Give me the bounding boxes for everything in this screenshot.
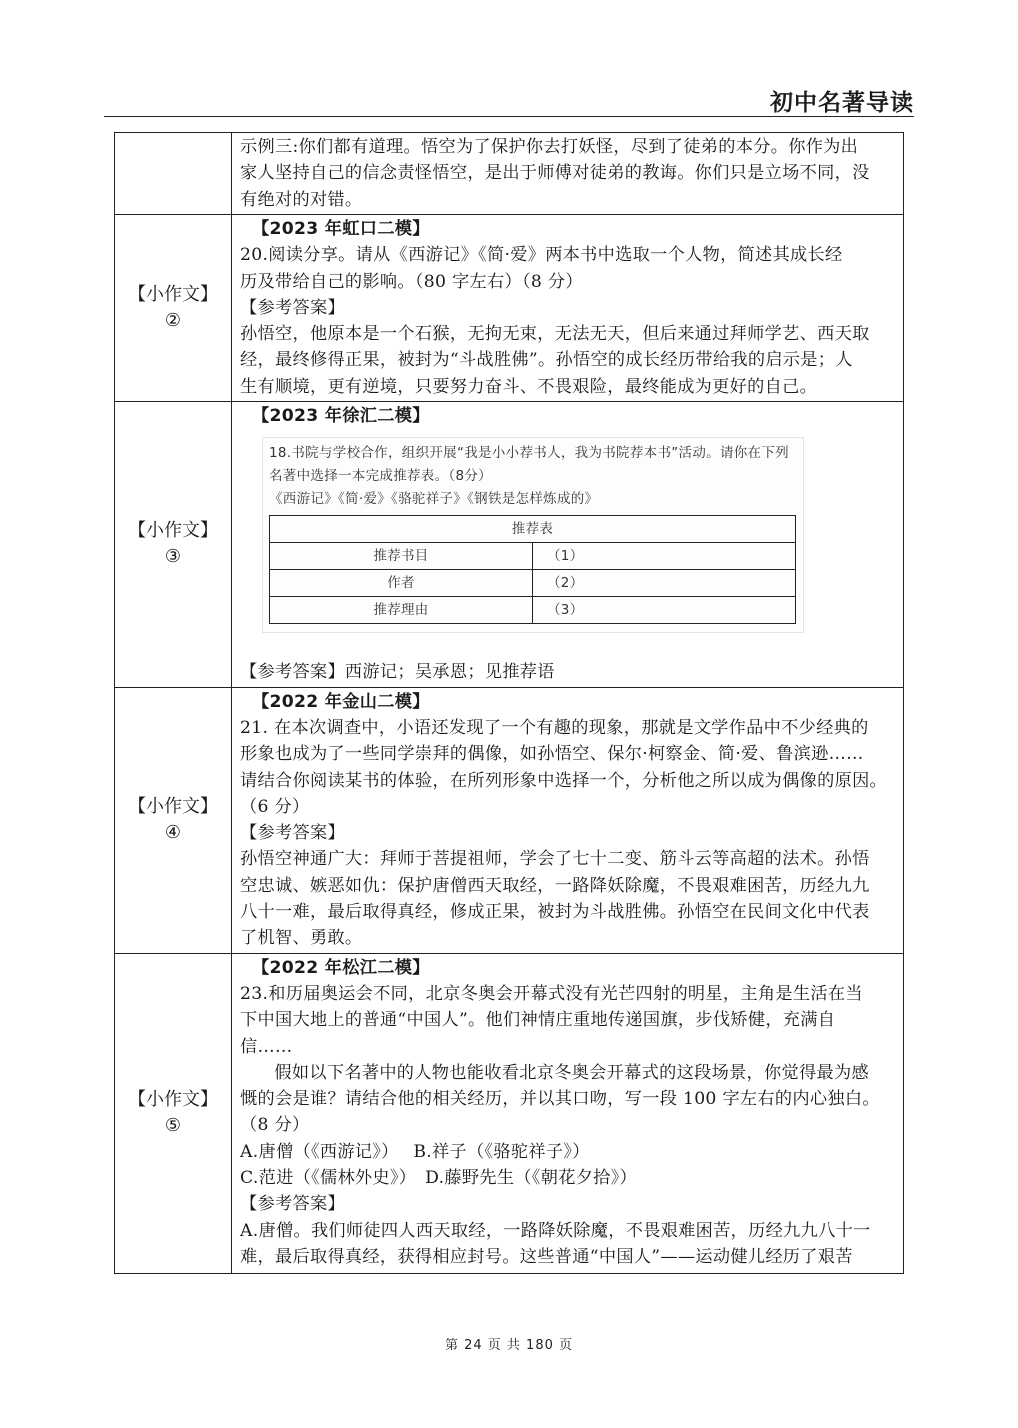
answer-line: 难，最后取得真经，获得相应封号。这些普通“中国人”——运动健儿经历了艰苦 [240, 1246, 853, 1267]
recommendation-label: 推荐理由 [270, 597, 533, 624]
recommendation-row [270, 597, 796, 624]
question-line: （6 分） [240, 796, 310, 817]
answer-label: 【参考答案】 [240, 297, 345, 318]
text-line: 有绝对的对错。 [240, 189, 363, 210]
row-content [232, 953, 904, 1273]
recommendation-table-title: 推荐表 [270, 516, 796, 543]
question-image [262, 437, 804, 633]
row-label-text: 【小作文】 [128, 520, 218, 542]
question-line: （8 分） [240, 1115, 310, 1136]
option-line: A.唐僧（《西游记》） B.祥子（《骆驼祥子》） [240, 1141, 590, 1162]
exam-source-tag: 【2022 年金山二模】 [252, 691, 430, 712]
row-label [115, 215, 232, 402]
row-label-empty [115, 133, 232, 215]
recommendation-label: 推荐书目 [270, 543, 533, 570]
image-text-line: 《西游记》《简·爱》《骆驼祥子》《钢铁是怎样炼成的》 [269, 491, 599, 508]
answer-line: 经，最终修得正果，被封为“斗战胜佛”。孙悟空的成长经历带给我的启示是；人 [240, 350, 853, 371]
question-line: 23.和历届奥运会不同，北京冬奥会开幕式没有光芒四射的明星，主角是生活在当 [240, 983, 863, 1004]
answer-label: 【参考答案】 [240, 1194, 345, 1215]
recommendation-row [270, 543, 796, 570]
table-row [115, 215, 904, 402]
row-content [232, 402, 904, 688]
page-header-title: 初中名著导读 [770, 90, 914, 116]
header-divider [104, 116, 914, 117]
answer-line: 空忠诚、嫉恶如仇：保护唐僧西天取经，一路降妖除魔，不畏艰难困苦，历经九九 [240, 875, 870, 896]
row-number: ⑤ [164, 1115, 182, 1137]
page-footer: 第 24 页 共 180 页 [444, 1338, 574, 1353]
exam-source-tag: 【2022 年松江二模】 [252, 957, 430, 978]
question-line: 信…… [240, 1036, 293, 1057]
recommendation-blank: （1） [533, 543, 796, 570]
recommendation-blank: （3） [533, 597, 796, 624]
row-label-text: 【小作文】 [128, 284, 218, 306]
table-row [115, 687, 904, 953]
image-text-line: 名著中选择一本完成推荐表。（8分） [269, 468, 492, 485]
row-number: ② [164, 310, 182, 332]
question-line: 形象也成为了一些同学崇拜的偶像，如孙悟空、保尔·柯察金、简·爱、鲁滨逊…… [240, 744, 864, 765]
row-label [115, 402, 232, 688]
answer-line: 生有顺境，更有逆境，只要努力奋斗、不畏艰险，最终能成为更好的自己。 [240, 376, 818, 397]
row-number: ④ [164, 822, 182, 844]
text-line: 家人坚持自己的信念责怪悟空，是出于师傅对徒弟的教诲。你们只是立场不同，没 [240, 163, 870, 184]
question-line: 历及带给自己的影响。（80 字左右）（8 分） [240, 271, 583, 292]
table-row [115, 133, 904, 215]
question-line: 20.阅读分享。请从《西游记》《简·爱》两本书中选取一个人物，简述其成长经 [240, 245, 843, 266]
row-content [232, 687, 904, 953]
exam-source-tag: 【2023 年虹口二模】 [252, 219, 430, 239]
answer-line: 了机智、勇敢。 [240, 928, 363, 949]
question-line: 假如以下名著中的人物也能收看北京冬奥会开幕式的这段场景，你觉得最为感 [274, 1062, 869, 1083]
recommendation-blank: （2） [533, 570, 796, 597]
content-table [114, 132, 904, 1274]
question-line: 请结合你阅读某书的体验，在所列形象中选择一个，分析他之所以成为偶像的原因。 [240, 770, 888, 791]
exam-source-tag: 【2023 年徐汇二模】 [252, 406, 430, 427]
option-line: C.范进（《儒林外史》） D.藤野先生（《朝花夕拾》） [240, 1168, 638, 1189]
recommendation-table [269, 515, 796, 624]
answer-line: 【参考答案】西游记；吴承恩；见推荐语 [240, 662, 555, 683]
text-line: 示例三:你们都有道理。悟空为了保护你去打妖怪，尽到了徒弟的本分。你作为出 [240, 137, 859, 157]
row-content [232, 133, 904, 215]
question-line: 慨的会是谁？请结合他的相关经历，并以其口吻，写一段 100 字左右的内心独白。 [240, 1089, 880, 1110]
answer-line: 八十一难，最后取得真经，修成正果，被封为斗战胜佛。孙悟空在民间文化中代表 [240, 902, 870, 923]
row-label-text: 【小作文】 [128, 1089, 218, 1111]
answer-line: 孙悟空，他原本是一个石猴，无拘无束，无法无天，但后来通过拜师学艺、西天取 [240, 324, 870, 345]
recommendation-row [270, 570, 796, 597]
table-row [115, 953, 904, 1273]
answer-line: 孙悟空神通广大：拜师于菩提祖师，学会了七十二变、筋斗云等高超的法术。孙悟 [240, 849, 870, 870]
row-content [232, 215, 904, 402]
recommendation-label: 作者 [270, 570, 533, 597]
row-label [115, 687, 232, 953]
table-row [115, 402, 904, 688]
answer-label: 【参考答案】 [240, 823, 345, 844]
image-text-line: 18.书院与学校合作，组织开展“我是小小荐书人，我为书院荐本书”活动。请你在下列 [269, 445, 789, 462]
question-line: 21. 在本次调查中，小语还发现了一个有趣的现象，那就是文学作品中不少经典的 [240, 717, 869, 738]
row-label [115, 953, 232, 1273]
row-label-text: 【小作文】 [128, 796, 218, 818]
answer-line: A.唐僧。我们师徒四人西天取经，一路降妖除魔，不畏艰难困苦，历经九九八十一 [240, 1220, 871, 1241]
question-line: 下中国大地上的普通“中国人”。他们神情庄重地传递国旗，步伐矫健，充满自 [240, 1010, 836, 1031]
row-number: ③ [164, 546, 182, 568]
